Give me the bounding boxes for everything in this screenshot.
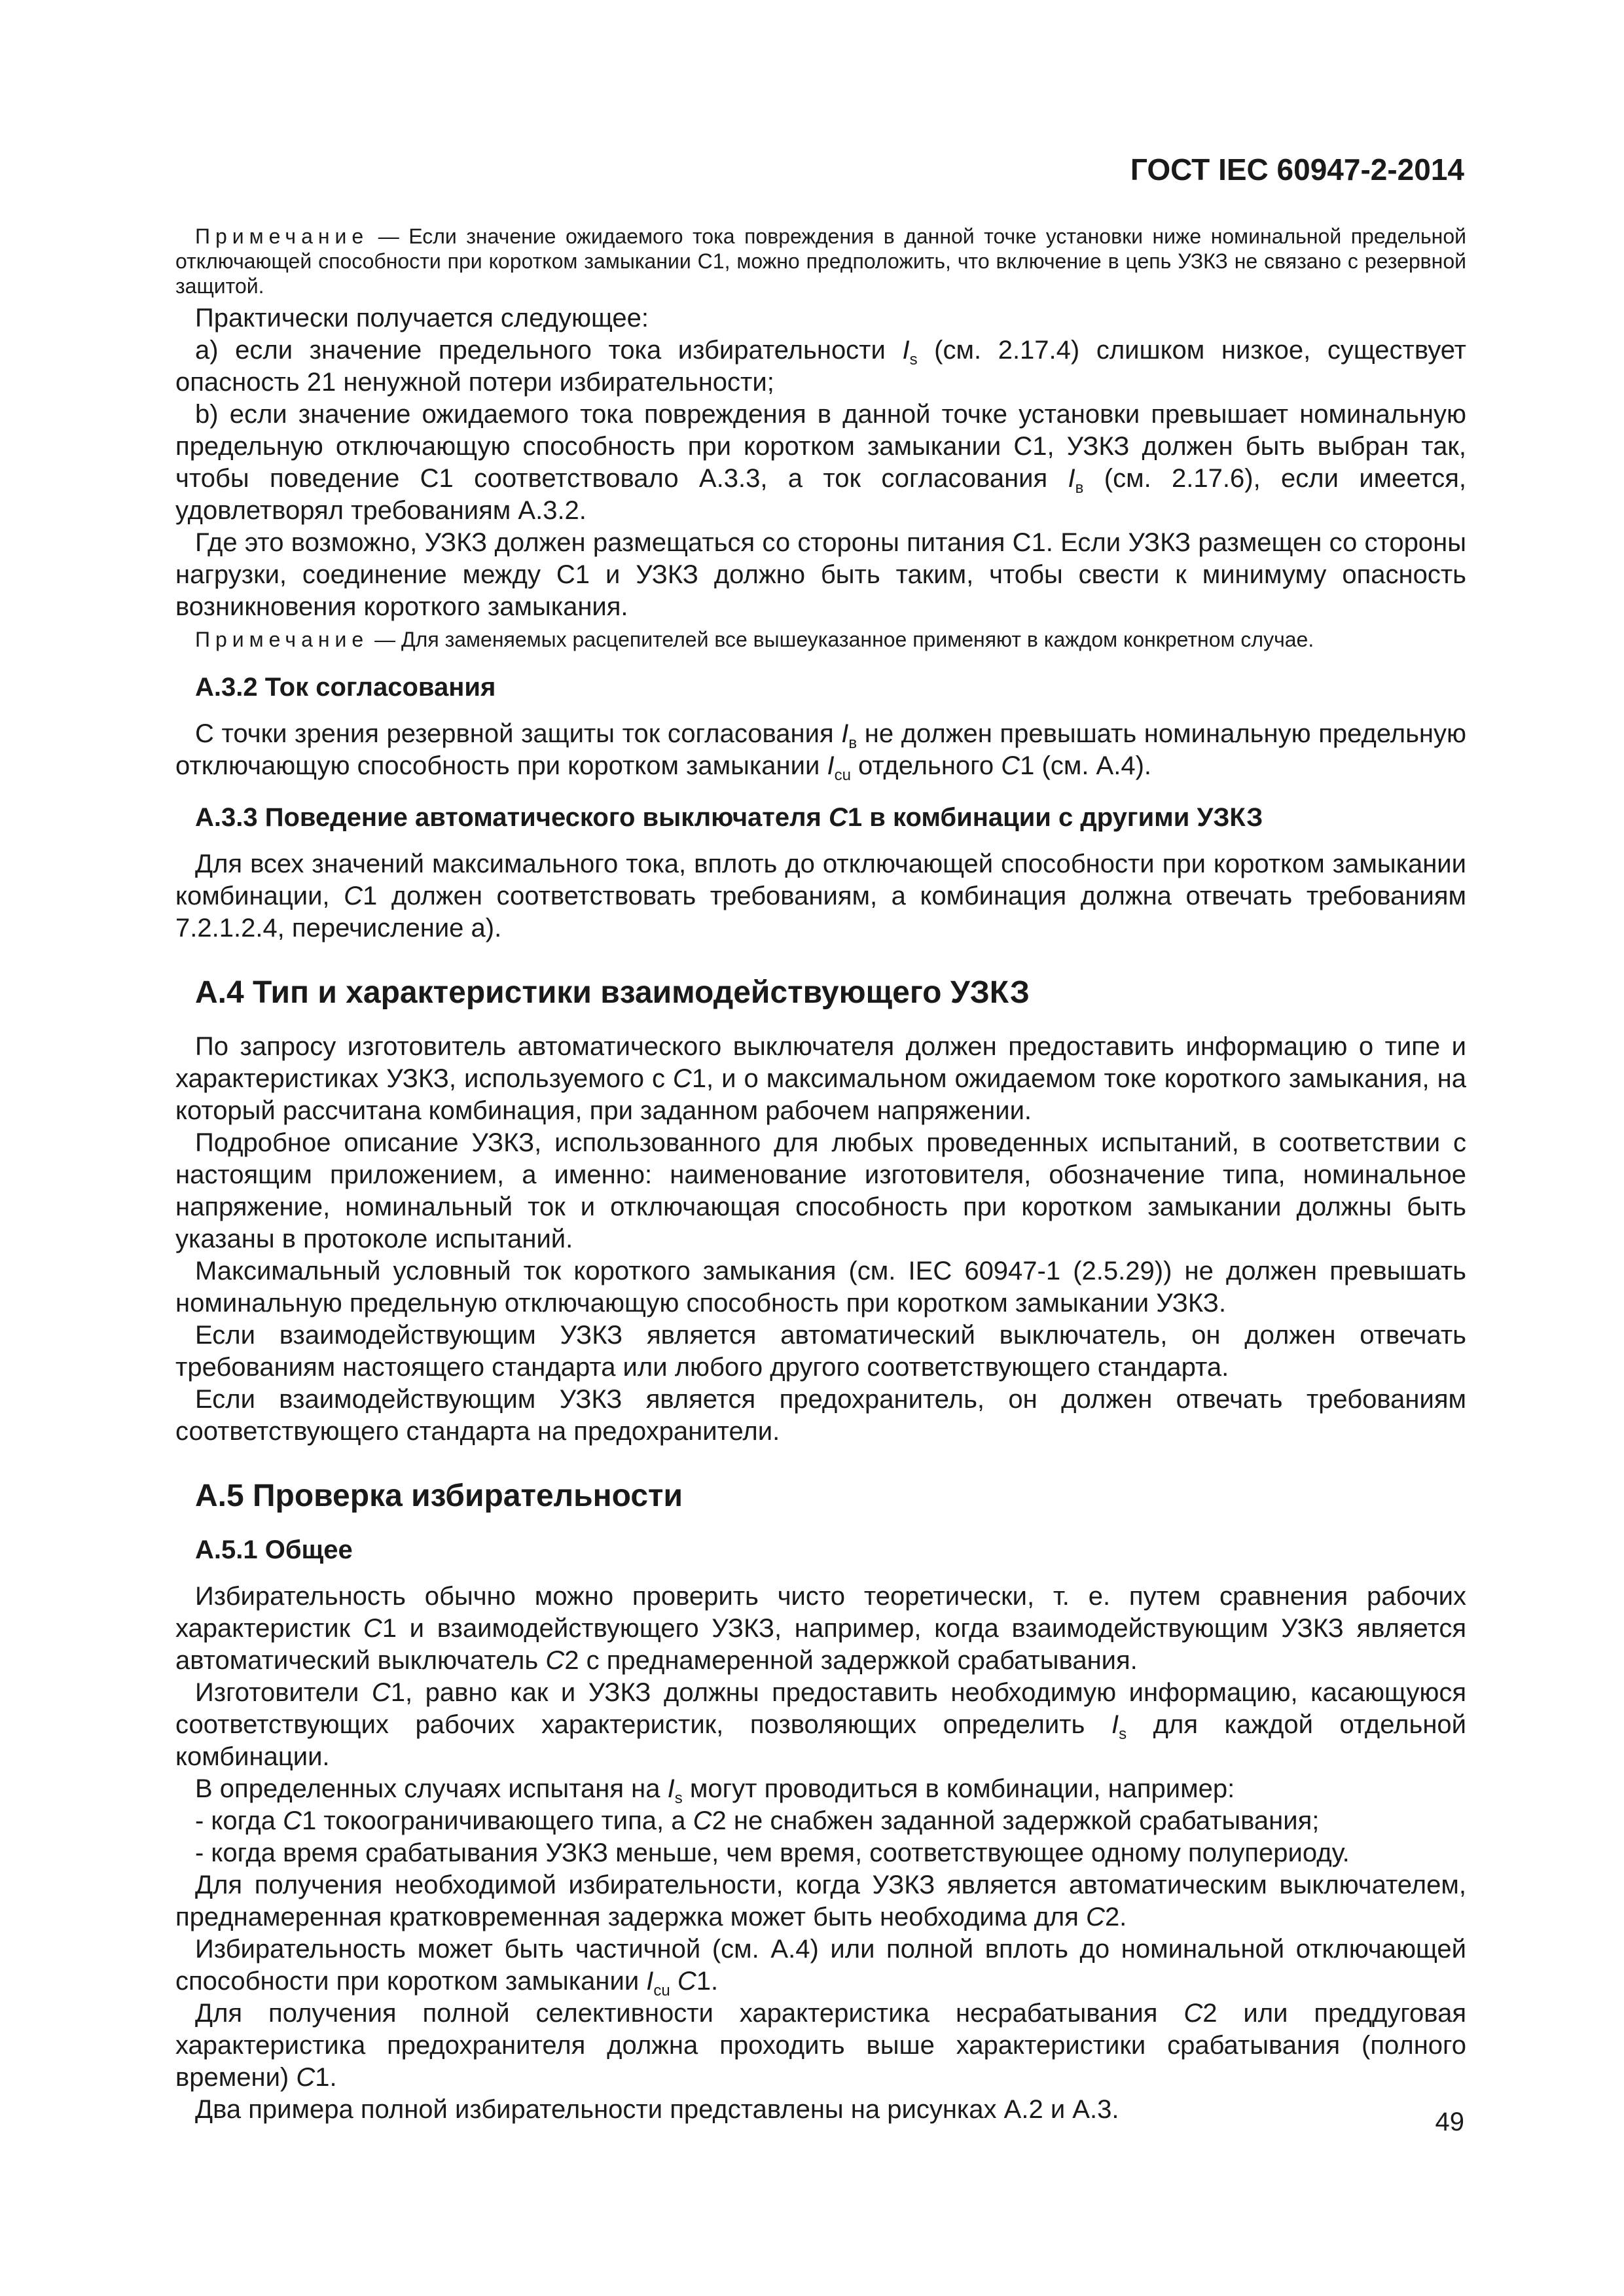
list-item-a (175, 334, 1466, 399)
text-run: 1, и о максимальном ожидаемом токе короткого замыкания, на который рассчитана комбинация, при заданном рабочем напряжении. (175, 1064, 1466, 1125)
text-run: а) если значение предельного тока избирательности (195, 336, 903, 365)
text-run: 1 токоограничивающего типа, а (302, 1806, 693, 1835)
text-run (670, 1967, 677, 1996)
body-paragraph: Максимальный условный ток короткого замыкания (см. IEC 60947-1 (2.5.29)) не должен превышать номинальную предельную отключающую способность при коротком замыкании УЗКЗ. (175, 1257, 1466, 1318)
symbol-C: С (1183, 1999, 1203, 2028)
text-run: могут проводиться в комбинации, например: (682, 1774, 1235, 1803)
body-paragraph: Если взаимодействующим УЗКЗ является автоматический выключатель, он должен отвечать требованиям настоящего стандарта или любого другого соответствующего стандарта. (175, 1321, 1466, 1382)
section-heading-a5: А.5 Проверка избирательности (195, 1479, 683, 1513)
text-run: (см. 2.17.4) слишком низкое, существует опасность 21 ненужной потери избирательности; (175, 336, 1467, 397)
list-item: - когда время срабатывания УЗКЗ меньше, чем время, соответствующее одному полупериоду. (195, 1839, 1350, 1867)
body-paragraph: Практически получается следующее: (195, 304, 649, 332)
symbol-I: I (902, 336, 910, 365)
text-run: 1, равно как и УЗКЗ должны предоставить необходимую информацию, касающуюся соответствующих рабочих характеристик, позволяющих определить (175, 1678, 1466, 1739)
text-run: 2 не снабжен заданной задержкой срабатывания; (712, 1806, 1320, 1835)
text-run: для каждой отдельной комбинации. (175, 1710, 1467, 1771)
text-run: не должен превышать номинальную предельную отключающую способность при коротком замыкании (175, 719, 1466, 780)
body-paragraph (175, 1998, 1466, 2094)
symbol-I: I (646, 1967, 654, 1996)
symbol-C: С (1086, 1903, 1105, 1931)
symbol-I: I (1068, 464, 1075, 493)
section-heading-a32: А.3.2 Ток согласования (195, 673, 496, 702)
symbol-C: С (677, 1967, 696, 1996)
section-heading-a33 (195, 802, 1466, 834)
text-run: Избирательность может быть частичной (см. А.4) или полной вплоть до номинальной отключающей способности при коротком замыкании (175, 1935, 1466, 1996)
symbol-C: С (829, 803, 848, 832)
body-paragraph (175, 1581, 1466, 1677)
standard-header: ГОСТ IEC 60947-2-2014 (1130, 152, 1464, 187)
body-paragraph (175, 1869, 1466, 1933)
text-run: В определенных случаях испытаня на (195, 1774, 668, 1803)
text-run: отдельного (850, 751, 1001, 780)
body-paragraph: Если взаимодействующим УЗКЗ является предохранитель, он должен отвечать требованиям соответствующего стандарта на предохранители. (175, 1385, 1466, 1446)
subscript: s (1119, 1725, 1127, 1743)
symbol-I: I (1111, 1710, 1119, 1739)
note-text: — Для заменяемых расцепителей все вышеуказанное применяют в каждом конкретном случае. (369, 628, 1314, 651)
symbol-C: С (1001, 751, 1020, 780)
subscript: s (674, 1789, 683, 1807)
body-paragraph (175, 1677, 1466, 1773)
text-run: По запросу изготовитель автоматического выключателя должен предоставить информацию о типе и характеристиках УЗКЗ, используемого с (175, 1032, 1466, 1093)
text-run: 1. (315, 2063, 337, 2092)
subscript: cu (834, 766, 851, 784)
text-run: Изготовители (195, 1678, 372, 1707)
body-paragraph (175, 848, 1466, 944)
symbol-I: I (841, 719, 849, 748)
text-run: Для получения полной селективности характеристика несрабатывания (195, 1999, 1184, 2028)
note-label: Примечание (195, 224, 369, 248)
subscript: cu (653, 1982, 670, 2000)
text-run: 2 с преднамеренной задержкой срабатывания. (564, 1646, 1138, 1675)
page-number: 49 (1435, 2108, 1464, 2136)
symbol-C: С (672, 1064, 692, 1093)
note-label: Примечание (195, 628, 369, 651)
text-run: 2 или преддуговая характеристика предохранителя должна проходить выше характеристики срабатывания (полного времени) (175, 1999, 1466, 2092)
body-paragraph (175, 1773, 1466, 1805)
symbol-C: С (545, 1646, 565, 1675)
list-item (175, 1805, 1466, 1837)
text-run: 1 должен соответствовать требованиям, а комбинация должна отвечать требованиям 7.2.1.2.4, перечисление а). (175, 882, 1466, 942)
body-paragraph: Два примера полной избирательности представлены на рисунках А.2 и А.3. (195, 2095, 1119, 2124)
text-run: Избирательность обычно можно проверить чисто теоретически, т. е. путем сравнения рабочих характеристик (175, 1582, 1466, 1643)
body-paragraph (175, 1031, 1466, 1127)
symbol-C: С (296, 2063, 316, 2092)
symbol-C: С (344, 882, 363, 910)
text-run: Для получения необходимой избирательности, когда УЗКЗ является автоматическим выключателем, преднамеренная кратковременная задержка может быть необходима для (175, 1871, 1466, 1931)
body-paragraph: Где это возможно, УЗКЗ должен размещаться со стороны питания С1. Если УЗКЗ размещен со стороны нагрузки, соединение между С1 и УЗКЗ должно быть таким, чтобы свести к минимуму опасность возникновения короткого замыкания. (175, 528, 1466, 621)
heading-text: 1 в комбинации с другими УЗКЗ (847, 803, 1263, 832)
text-run: С точки зрения резервной защиты ток согласования (195, 719, 842, 748)
heading-text: А.3.3 Поведение автоматического выключателя (195, 803, 829, 832)
symbol-C: С (283, 1806, 302, 1835)
note-paragraph (175, 627, 1466, 652)
subscript: в (1075, 479, 1084, 497)
subscript: в (848, 734, 857, 752)
subscript: s (909, 351, 918, 368)
body-paragraph (175, 1933, 1466, 1998)
text-run: 1 и взаимодействующего УЗКЗ, например, когда взаимодействующим УЗКЗ является автоматический выключатель (175, 1614, 1466, 1675)
text-run: b) если значение ожидаемого тока повреждения в данной точке установки превышает номинальную предельную отключающую способность при коротком замыкании С1, УЗКЗ должен быть выбран так, чтобы поведение С1 соответствовало А.3.3, а ток согласования (175, 400, 1466, 493)
section-heading-a4: А.4 Тип и характеристики взаимодействующего УЗКЗ (195, 975, 1030, 1010)
list-item-b (175, 399, 1466, 527)
text-run: 1 (см. А.4). (1020, 751, 1152, 780)
text-run: (см. 2.17.6), если имеется, удовлетворял требованиям А.3.2. (175, 464, 1466, 525)
body-paragraph (175, 718, 1466, 782)
page-body (175, 224, 1466, 2126)
symbol-C: С (363, 1614, 382, 1643)
section-heading-a51: А.5.1 Общее (195, 1535, 353, 1564)
text-run: 2. (1104, 1903, 1127, 1931)
note-paragraph (175, 224, 1466, 298)
symbol-I: I (667, 1774, 675, 1803)
symbol-C: С (693, 1806, 712, 1835)
text-run: 1. (696, 1967, 719, 1996)
text-run: - когда (195, 1806, 283, 1835)
symbol-I: I (827, 751, 835, 780)
symbol-C: С (371, 1678, 391, 1707)
text-run: Для всех значений максимального тока, вплоть до отключающей способности при коротком замыкании комбинации, (175, 850, 1466, 910)
note-text: — Если значение ожидаемого тока повреждения в данной точке установки ниже номинальной предельной отключающей способности при коротком замыкании С1, можно предположить, что включение в цепь УЗКЗ не связано с резервной защитой. (175, 224, 1466, 298)
body-paragraph: Подробное описание УЗКЗ, использованного для любых проведенных испытаний, в соответствии с настоящим приложением, а именно: наименование изготовителя, обозначение типа, номинальное напряжение, номинальный ток и отключающая способность при коротком замыкании должны быть указаны в протоколе испытаний. (175, 1128, 1466, 1253)
